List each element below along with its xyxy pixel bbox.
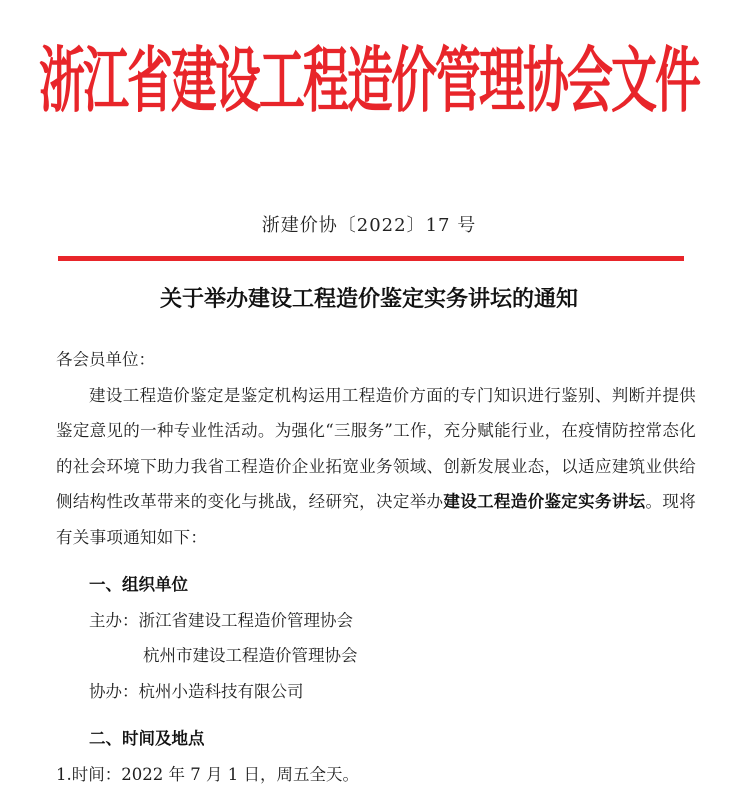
section-heading-organizers: 一、组织单位 [89, 575, 188, 594]
issuer-title: 浙江省建设工程造价管理协会文件 [39, 38, 699, 123]
red-divider-rule [58, 256, 684, 261]
host-row-2 [56, 638, 696, 674]
host-organization-2: 杭州市建设工程造价管理协会 [143, 646, 358, 665]
co-organizer-row [56, 674, 696, 710]
intro-text-part2: 。现将有关事项通知如下： [56, 492, 697, 547]
host-row [56, 603, 696, 639]
intro-bold-event-name: 建设工程造价鉴定实务讲坛 [443, 492, 646, 511]
co-organizer-label: 协办： [89, 681, 139, 701]
salutation: 各会员单位： [56, 350, 155, 369]
intro-text-part1: 建设工程造价鉴定是鉴定机构运用工程造价方面的专门知识进行鉴别、判断并提供鉴定意见的一种专业性活动。为强化“三服务”工作，充分赋能行业，在疫情防控常态化的社会环境下助力我省工程造价企业拓宽业务领域、创新发展业态，以适应建筑业供给侧结构性改革带来的变化与挑战，经研究，决定举办 [56, 385, 696, 511]
notice-body [56, 342, 696, 792]
intro-paragraph [56, 378, 696, 556]
host-label: 主办： [89, 610, 139, 630]
co-organizer-1: 杭州小造科技有限公司 [138, 681, 304, 701]
document-number: 浙建价协〔2022〕17 号 [261, 215, 477, 236]
time-item: 1.时间：2022 年 7 月 1 日，周五全天。 [56, 764, 359, 784]
host-organization-1: 浙江省建设工程造价管理协会 [138, 610, 353, 630]
notice-title: 关于举办建设工程造价鉴定实务讲坛的通知 [159, 287, 578, 312]
section-heading-time-place: 二、时间及地点 [89, 729, 205, 748]
